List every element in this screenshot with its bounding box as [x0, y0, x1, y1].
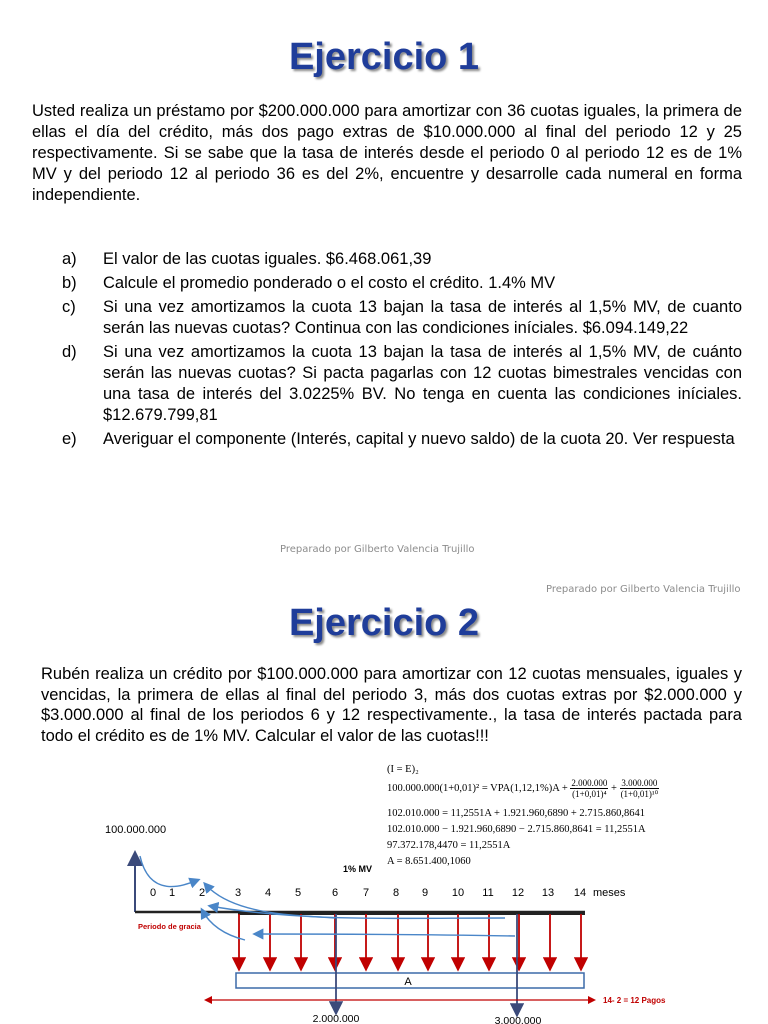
- exercise-2-title: Ejercicio 2: [288, 602, 480, 644]
- equation-line-3: 102.010.000 = 11,2551A + 1.921.960,6890 + 2.715.860,8641: [387, 808, 646, 819]
- question-label: b): [62, 274, 77, 292]
- period-label: 2: [198, 887, 206, 899]
- period-label: 3: [234, 887, 242, 899]
- fraction-numerator: 3.000.000: [621, 778, 658, 788]
- rate-label: 1% MV: [343, 864, 373, 874]
- question-label: d): [62, 343, 77, 361]
- period-label: 1: [168, 887, 176, 899]
- loan-amount-label: 100.000.000: [105, 824, 167, 836]
- period-label: 9: [421, 887, 429, 899]
- cash-flow-diagram: [0, 810, 768, 1024]
- question-d: [62, 342, 742, 426]
- payments-span-arrow-right: [588, 996, 596, 1004]
- question-b: [62, 273, 742, 294]
- question-text: Si una vez amortizamos la cuota 13 bajan la tasa de interés al 1,5% MV, de cuanto serán las nuevas cuotas? Continua con las condiciones iníciales. $6.094.149,22: [103, 298, 742, 337]
- period-label: 8: [392, 887, 400, 899]
- question-text: Calcule el promedio ponderado o el costo el crédito. 1.4% MV: [103, 274, 556, 292]
- period-label: 7: [362, 887, 370, 899]
- extra-payment-2-label: 3.000.000: [494, 1015, 542, 1024]
- fraction-denominator: (1+0,01)¹⁰: [620, 789, 659, 799]
- equation-lhs: 100.000.000(1+0,01)² = VPA(1,12,1%)A +: [387, 782, 568, 794]
- annuity-label: A: [404, 976, 412, 988]
- question-text: El valor de las cuotas iguales. $6.468.061,39: [103, 250, 432, 268]
- months-unit-label: meses: [593, 887, 626, 899]
- exercise-2-statement: Rubén realiza un crédito por $100.000.000 para amortizar con 12 cuotas mensuales, iguales y vencidas, la primera de ellas al final del periodo 3, más dos cuotas extras por $2.000.000 y $3.000.000 al final de los periodos 6 y 12 respectivamente., la tasa de interés pactada para todo el crédito es de 1% MV. Calcular el valor de las cuotas!!!: [41, 665, 742, 745]
- period-label: 10: [451, 887, 465, 899]
- extra-payment-1-label: 2.000.000: [312, 1013, 360, 1024]
- fraction-extra-2: [620, 778, 660, 799]
- fraction-extra-1: [570, 778, 608, 799]
- question-label: e): [62, 430, 77, 448]
- question-a: [62, 249, 742, 270]
- period-label: 14: [573, 887, 587, 899]
- discount-curve-extra2: [255, 934, 515, 936]
- equation-line-2: [387, 778, 659, 799]
- exercise-2-footer: Preparado por Gilberto Valencia Trujillo: [546, 584, 741, 595]
- period-label: 0: [149, 887, 157, 899]
- exercise-1-questions: [62, 249, 742, 453]
- discount-curve-loan: [140, 856, 198, 887]
- period-label: 11: [482, 887, 494, 899]
- fraction-numerator: 2.000.000: [571, 778, 608, 788]
- exercise-1-statement: Usted realiza un préstamo por $200.000.000 para amortizar con 36 cuotas iguales, la primera de ellas el día del crédito, más dos pago extras de $10.000.000 al final del periodo 12 y 25 respectivamente. Si se sabe que la tasa de interés desde el periodo 0 al periodo 12 es de 1% MV y del periodo 12 al periodo 36 es del 2%, encuentre y desarrolle cada numeral en forma independiente.: [32, 102, 742, 204]
- question-text: Si una vez amortizamos la cuota 13 bajan la tasa de interés al 1,5% MV, de cuánto serán las nuevas cuotas? Si pacta pagarlas con 12 cuotas bimestrales vencidas con una tasa de interés del 3.0225% BV. No tenga en cuenta las condiciones iníciales. $12.679.799,81: [103, 343, 742, 424]
- question-label: c): [62, 298, 76, 316]
- period-label: 4: [264, 887, 272, 899]
- period-label: 6: [331, 887, 339, 899]
- equation-line-4: 102.010.000 − 1.921.960,6890 − 2.715.860,8641 = 11,2551A: [387, 824, 646, 835]
- fraction-denominator: (1+0,01)⁴: [572, 789, 607, 799]
- question-c: [62, 297, 742, 339]
- question-e: [62, 429, 742, 450]
- period-label: 12: [511, 887, 525, 899]
- plus-sign: +: [611, 782, 617, 794]
- equation-line-6: A = 8.651.400,1060: [387, 856, 471, 867]
- payments-count-label: 14- 2 = 12 Pagos: [603, 996, 666, 1005]
- period-label: 5: [294, 887, 302, 899]
- period-label: 13: [541, 887, 555, 899]
- exercise-1-footer: Preparado por Gilberto Valencia Trujillo: [280, 544, 475, 555]
- equation-line-1: (I = E)₂: [387, 764, 419, 775]
- question-text: Averiguar el componente (Interés, capital y nuevo saldo) de la cuota 20. Ver respuesta: [103, 430, 735, 448]
- payment-arrows: [239, 914, 581, 968]
- question-label: a): [62, 250, 77, 268]
- grace-period-label: Periodo de gracia: [138, 922, 201, 931]
- equation-line-5: 97.372.178,4470 = 11,2551A: [387, 840, 511, 851]
- payments-span-arrow-left: [204, 996, 212, 1004]
- exercise-1-title: Ejercicio 1: [288, 36, 480, 78]
